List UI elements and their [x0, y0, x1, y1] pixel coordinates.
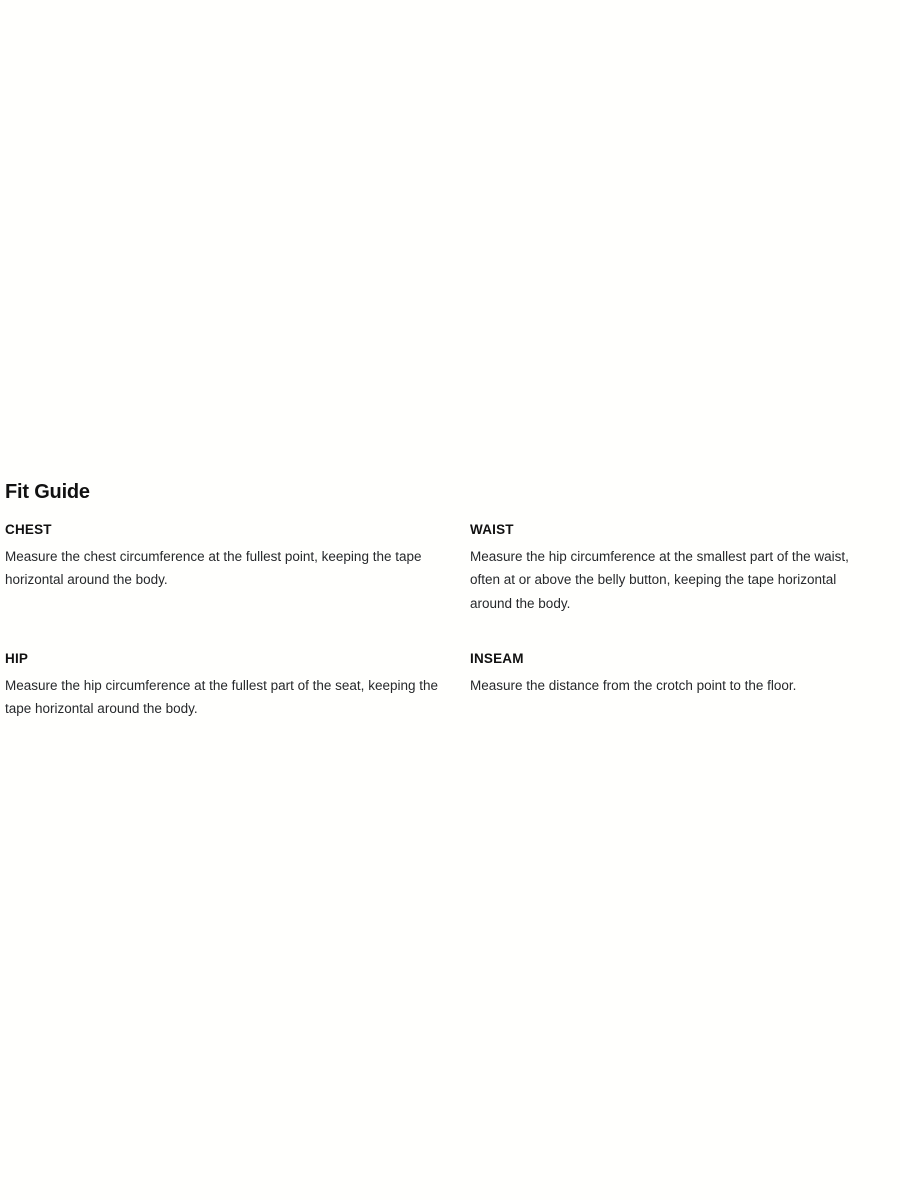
measurement-label-inseam: INSEAM	[470, 650, 524, 666]
measurement-item-inseam	[470, 615, 900, 721]
measurement-item-chest	[5, 522, 470, 615]
measurement-label-waist: WAIST	[470, 522, 514, 537]
measurement-description-hip: Measure the hip circumference at the fullest part of the seat, keeping the tape horizontal around the body.	[5, 678, 438, 717]
measurement-label-hip: HIP	[5, 650, 29, 666]
measurement-description-inseam: Measure the distance from the crotch point to the floor.	[470, 678, 797, 694]
measurement-description-waist: Measure the hip circumference at the smallest part of the waist, often at or above the belly button, keeping the tape horizontal around the body.	[470, 549, 849, 611]
measurement-item-hip	[5, 615, 470, 721]
measurement-grid	[5, 522, 900, 720]
measurement-item-waist	[470, 522, 900, 615]
page-title: Fit Guide	[5, 481, 90, 503]
measurement-label-chest: CHEST	[5, 522, 52, 537]
measurement-description-chest: Measure the chest circumference at the fullest point, keeping the tape horizontal around the body.	[5, 549, 422, 588]
fit-guide-section	[5, 480, 900, 720]
